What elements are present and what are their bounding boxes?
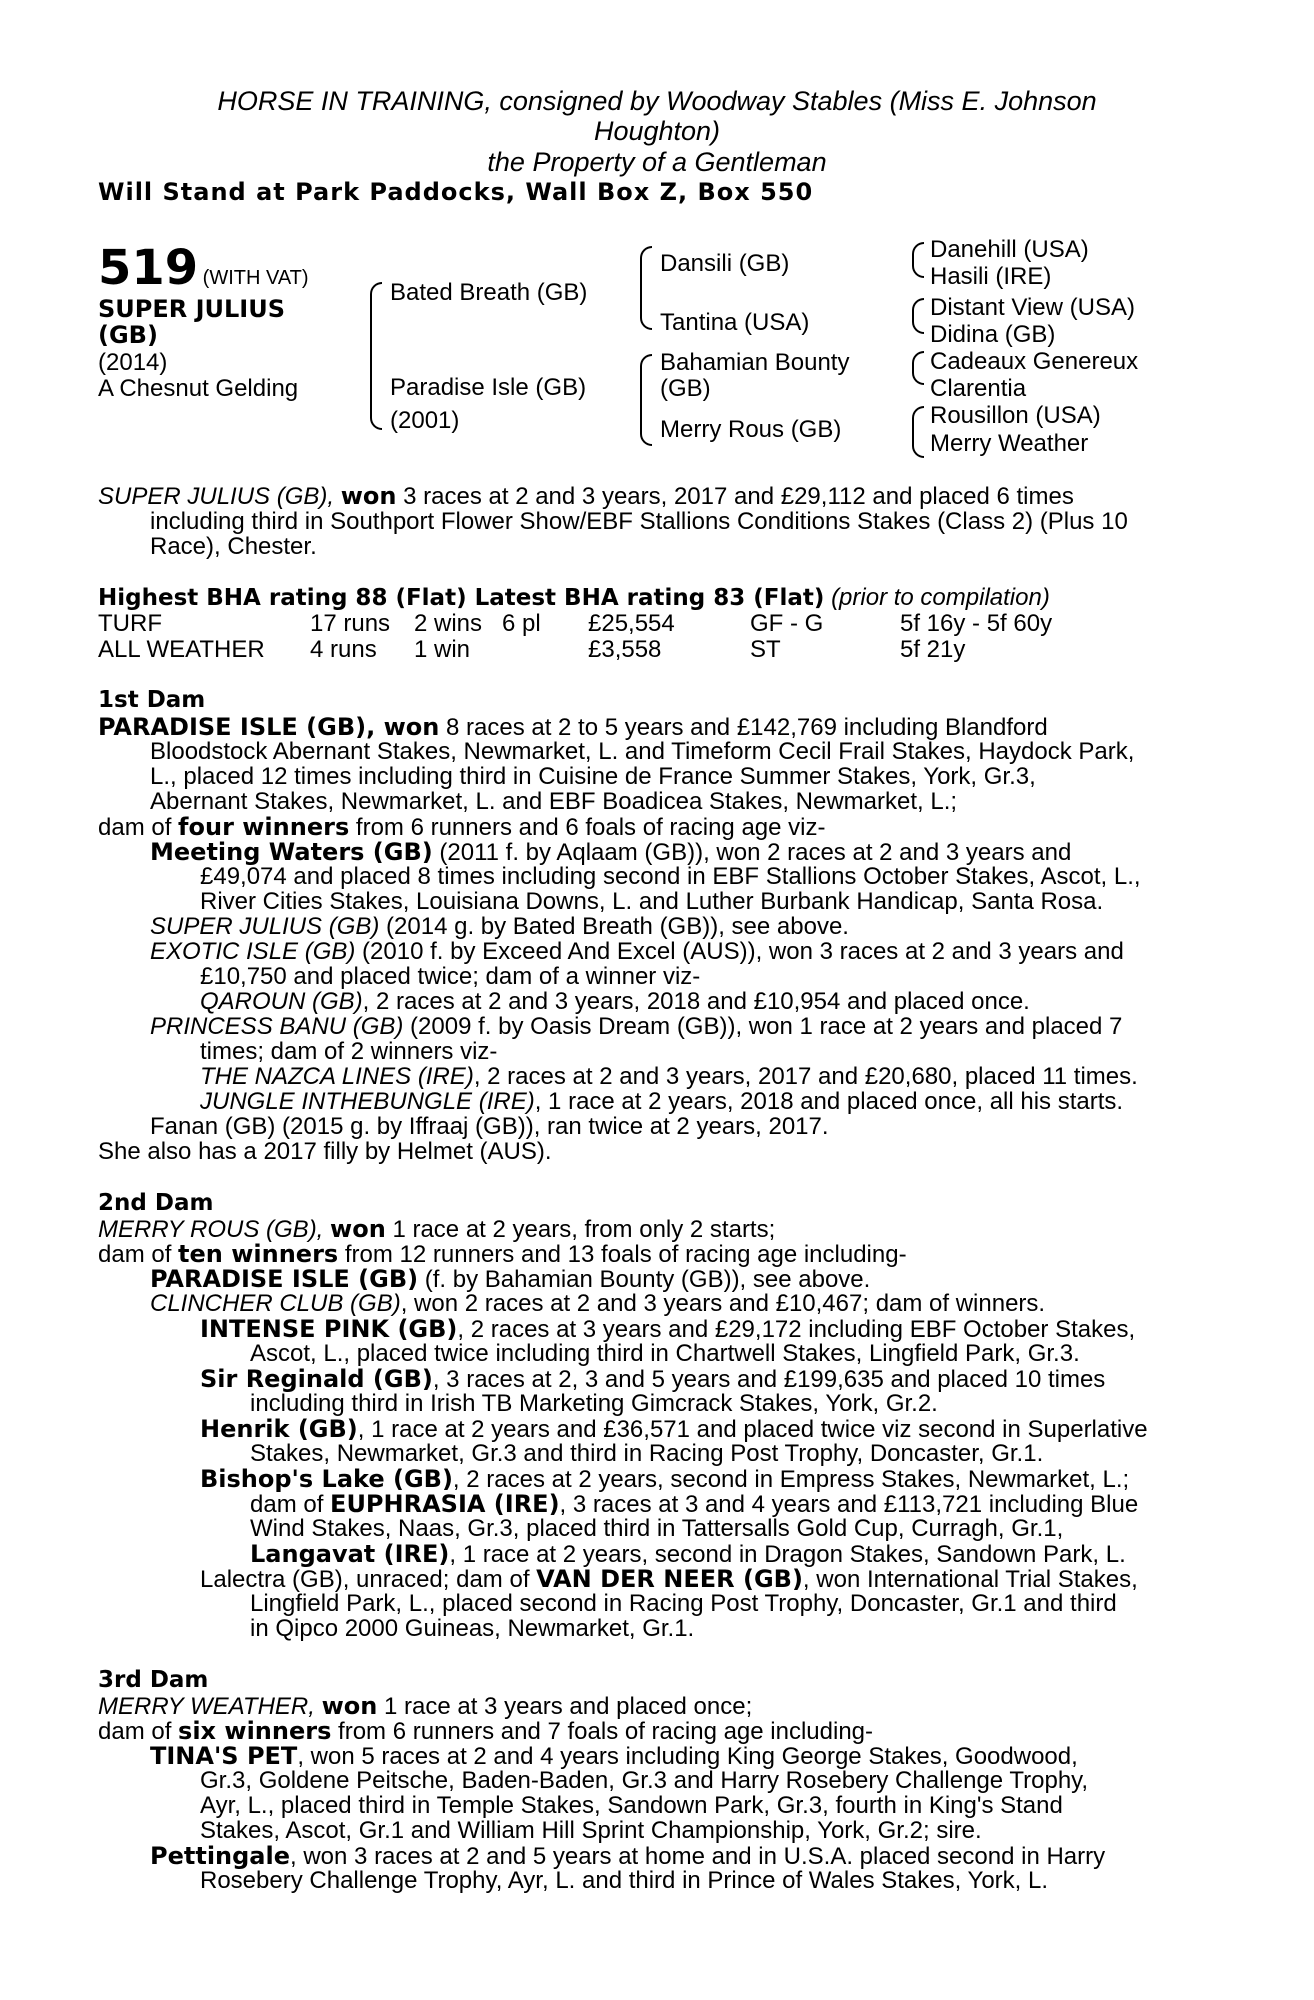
dam2-line: dam of ten winners from 12 runners and 13 foals of racing age including-	[98, 1240, 907, 1268]
record-surface: ALL WEATHER	[98, 636, 265, 663]
pedigree-brace-6	[912, 351, 924, 385]
bha-rating: Highest BHA rating 88 (Flat) Latest BHA rating 83 (Flat) (prior to compilation)	[98, 584, 1050, 611]
stand-location: Will Stand at Park Paddocks, Wall Box Z, Box 550	[98, 178, 814, 206]
dam1-line: Fanan (GB) (2015 g. by Iffraaj (GB)), ran twice at 2 years, 2017.	[150, 1113, 829, 1140]
pedigree-sire-dam: Tantina (USA)	[660, 309, 810, 336]
dam3-line: Rosebery Challenge Trophy, Ayr, L. and third in Prince of Wales Stakes, York, L.	[200, 1867, 1049, 1894]
dam1-line: £10,750 and placed twice; dam of a winner viz-	[200, 963, 701, 990]
pedigree-dam-sire: Bahamian Bounty	[660, 349, 850, 376]
dam2-line: CLINCHER CLUB (GB), won 2 races at 2 and 3 years and £10,467; dam of winners.	[150, 1290, 1046, 1317]
pedigree-g2: Hasili (IRE)	[930, 263, 1052, 290]
dam2-line: Henrik (GB), 1 race at 2 years and £36,571 and placed twice viz second in Superlative	[200, 1415, 1148, 1443]
horse-description: A Chesnut Gelding	[98, 375, 299, 402]
dam2-line: Wind Stakes, Naas, Gr.3, placed third in Tattersalls Gold Cup, Curragh, Gr.1,	[250, 1515, 1064, 1542]
pedigree-dam-dam: Merry Rous (GB)	[660, 416, 842, 443]
dam1-line: Bloodstock Abernant Stakes, Newmarket, L. and Timeform Cecil Frail Stakes, Haydock Park,	[150, 738, 1135, 765]
lot-number: 519	[98, 240, 199, 296]
dam2-line: in Qipco 2000 Guineas, Newmarket, Gr.1.	[250, 1615, 695, 1642]
summary-line: Race), Chester.	[150, 533, 317, 560]
record-runs: 4 runs	[310, 636, 377, 663]
dam2-line: Sir Reginald (GB), 3 races at 2, 3 and 5 years and £199,635 and placed 10 times	[200, 1365, 1106, 1393]
pedigree-brace-4	[912, 242, 924, 278]
record-wins: 1 win	[414, 636, 471, 663]
dam1-line: QAROUN (GB), 2 races at 2 and 3 years, 2018 and £10,954 and placed once.	[200, 988, 1030, 1015]
record-placed: 6 pl	[502, 610, 541, 637]
dam2-line: Lalectra (GB), unraced; dam of VAN DER NEER (GB), won International Trial Stakes,	[200, 1565, 1138, 1593]
pedigree-brace-2	[640, 246, 652, 330]
dam3-line: Ayr, L., placed third in Temple Stakes, Sandown Park, Gr.3, fourth in King's Stand	[200, 1792, 1063, 1819]
dam1-line: SUPER JULIUS (GB) (2014 g. by Bated Breath (GB)), see above.	[150, 913, 849, 940]
record-runs: 17 runs	[310, 610, 391, 637]
horse-name: SUPER JULIUS	[98, 295, 286, 323]
pedigree-dam-sire-country: (GB)	[660, 375, 711, 402]
lot-number-block	[98, 240, 309, 296]
pedigree-g3: Distant View (USA)	[930, 294, 1135, 321]
dam2-line: PARADISE ISLE (GB) (f. by Bahamian Bounty (GB)), see above.	[150, 1265, 871, 1293]
dam2-line: Stakes, Newmarket, Gr.3 and third in Racing Post Trophy, Doncaster, Gr.1.	[250, 1440, 1044, 1467]
dam3-line: TINA'S PET, won 5 races at 2 and 4 years including King George Stakes, Goodwood,	[150, 1742, 1078, 1770]
pedigree-g6: Clarentia	[930, 375, 1027, 402]
record-money: £3,558	[588, 636, 662, 663]
dam2-line: Ascot, L., placed twice including third in Chartwell Stakes, Lingfield Park, Gr.3.	[250, 1340, 1080, 1367]
pedigree-g5: Cadeaux Genereux	[930, 348, 1139, 375]
dam2-line: INTENSE PINK (GB), 2 races at 3 years and £29,172 including EBF October Stakes,	[200, 1315, 1136, 1343]
dam3-line: MERRY WEATHER, won 1 race at 3 years and placed once;	[98, 1692, 753, 1720]
consignor-line-cont: Houghton)	[593, 116, 721, 146]
record-going: ST	[750, 636, 781, 663]
pedigree-sire: Bated Breath (GB)	[390, 279, 588, 306]
pedigree-dam: Paradise Isle (GB)	[390, 374, 587, 401]
dam2-line: Lingfield Park, L., placed second in Racing Post Trophy, Doncaster, Gr.1 and third	[250, 1590, 1117, 1617]
pedigree-brace-5	[912, 298, 924, 334]
dam2-line: including third in Irish TB Marketing Gimcrack Stakes, York, Gr.2.	[250, 1390, 938, 1417]
dam2-line: MERRY ROUS (GB), won 1 race at 2 years, from only 2 starts;	[98, 1215, 776, 1243]
pedigree-g8: Merry Weather	[930, 430, 1089, 457]
dam3-line: Gr.3, Goldene Peitsche, Baden-Baden, Gr.3 and Harry Rosebery Challenge Trophy,	[200, 1767, 1089, 1794]
dam1-line: THE NAZCA LINES (IRE), 2 races at 2 and 3 years, 2017 and £20,680, placed 11 times.	[200, 1063, 1138, 1090]
section-title-3rd-dam: 3rd Dam	[98, 1667, 209, 1693]
dam1-line: £49,074 and placed 8 times including second in EBF Stallions October Stakes, Ascot, L.,	[200, 863, 1141, 890]
horse-country: (GB)	[98, 321, 158, 349]
section-title-2nd-dam: 2nd Dam	[98, 1190, 214, 1216]
record-money: £25,554	[588, 610, 675, 637]
pedigree-g4: Didina (GB)	[930, 321, 1056, 348]
pedigree-brace-3	[640, 354, 652, 446]
pedigree-g1: Danehill (USA)	[930, 236, 1089, 263]
vat-note: (WITH VAT)	[202, 267, 309, 289]
dam1-line: PARADISE ISLE (GB), won 8 races at 2 to 5 years and £142,769 including Blandford	[98, 713, 1048, 741]
dam1-line: EXOTIC ISLE (GB) (2010 f. by Exceed And Excel (AUS)), won 3 races at 2 and 3 years and	[150, 938, 1124, 965]
dam2-line: dam of EUPHRASIA (IRE), 3 races at 3 and 4 years and £113,721 including Blue	[250, 1490, 1139, 1518]
record-distance: 5f 16y - 5f 60y	[900, 610, 1053, 637]
section-title-1st-dam: 1st Dam	[98, 687, 206, 713]
dam1-line: dam of four winners from 6 runners and 6 foals of racing age viz-	[98, 813, 826, 841]
record-distance: 5f 21y	[900, 636, 966, 663]
property-line: the Property of a Gentleman	[487, 147, 827, 177]
summary-line: including third in Southport Flower Show/EBF Stallions Conditions Stakes (Class 2) (Plus 10	[150, 508, 1128, 535]
record-going: GF - G	[750, 610, 824, 637]
consignor-line: HORSE IN TRAINING, consigned by Woodway Stables (Miss E. Johnson	[217, 86, 1097, 116]
dam1-line: Abernant Stakes, Newmarket, L. and EBF Boadicea Stakes, Newmarket, L.;	[150, 788, 958, 815]
record-surface: TURF	[98, 610, 162, 637]
dam1-line: River Cities Stakes, Louisiana Downs, L. and Luther Burbank Handicap, Santa Rosa.	[200, 888, 1104, 915]
summary-line: SUPER JULIUS (GB), won 3 races at 2 and 3 years, 2017 and £29,112 and placed 6 times	[98, 482, 1074, 510]
pedigree-sire-sire: Dansili (GB)	[660, 250, 790, 277]
dam1-line: JUNGLE INTHEBUNGLE (IRE), 1 race at 2 years, 2018 and placed once, all his starts.	[200, 1088, 1124, 1115]
dam1-line: times; dam of 2 winners viz-	[200, 1038, 498, 1065]
dam1-line: Meeting Waters (GB) (2011 f. by Aqlaam (GB)), won 2 races at 2 and 3 years and	[150, 838, 1072, 866]
dam1-line: She also has a 2017 filly by Helmet (AUS).	[98, 1138, 552, 1165]
dam3-line: Pettingale, won 3 races at 2 and 5 years at home and in U.S.A. placed second in Harry	[150, 1842, 1106, 1870]
record-wins: 2 wins	[414, 610, 483, 637]
pedigree-brace-1	[370, 282, 382, 430]
dam1-line: PRINCESS BANU (GB) (2009 f. by Oasis Dream (GB)), won 1 race at 2 years and placed 7	[150, 1013, 1123, 1040]
foaling-year: (2014)	[98, 349, 168, 376]
dam1-line: L., placed 12 times including third in Cuisine de France Summer Stakes, York, Gr.3,	[150, 763, 1036, 790]
pedigree-brace-7	[912, 406, 924, 458]
dam3-line: Stakes, Ascot, Gr.1 and William Hill Sprint Championship, York, Gr.2; sire.	[200, 1817, 982, 1844]
pedigree-dam-year: (2001)	[390, 407, 460, 434]
dam2-line: Bishop's Lake (GB), 2 races at 2 years, second in Empress Stakes, Newmarket, L.;	[200, 1465, 1130, 1493]
dam2-line: Langavat (IRE), 1 race at 2 years, second in Dragon Stakes, Sandown Park, L.	[250, 1540, 1126, 1568]
pedigree-g7: Rousillon (USA)	[930, 402, 1101, 429]
dam3-line: dam of six winners from 6 runners and 7 foals of racing age including-	[98, 1717, 874, 1745]
